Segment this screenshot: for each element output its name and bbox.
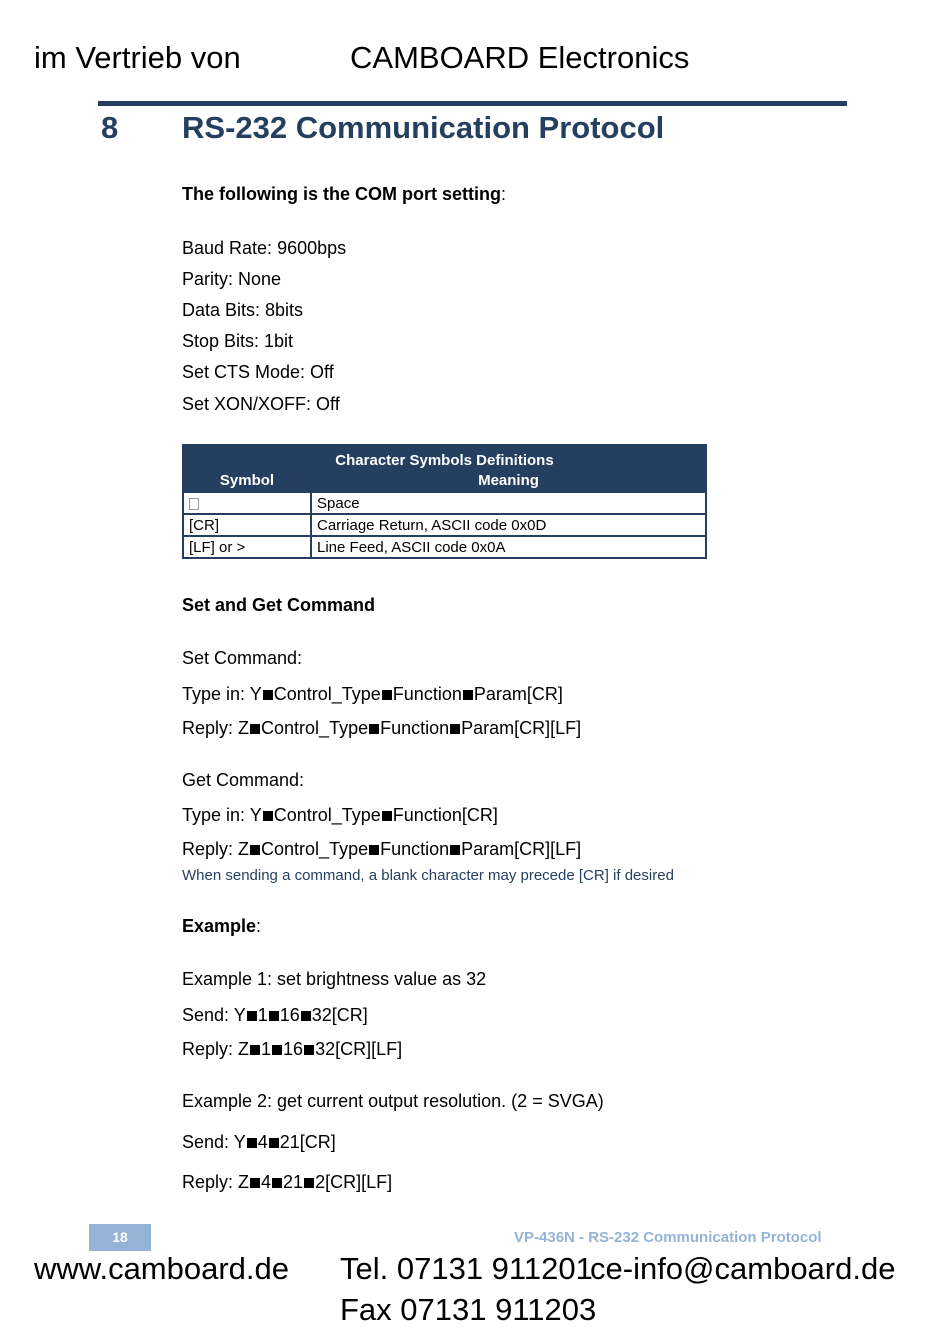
command-token: Y [249,684,262,704]
command-token: Param[CR][LF] [461,718,582,738]
space-marker-icon [247,1138,257,1148]
example2-title: Example 2: get current output resolution. (2 = SVGA) [182,1091,604,1111]
table-row [183,536,706,558]
email-link[interactable]: ce-info@camboard.de [590,1251,896,1286]
get-reply-line [182,839,581,860]
get-command-label: Get Command: [182,770,305,790]
command-token: Control_Type [273,805,381,825]
space-symbol-icon [189,498,199,510]
example1-reply [182,1039,402,1060]
symbol-cell: [CR] [183,514,311,536]
command-token: 16 [283,1039,304,1059]
space-marker-icon [250,845,260,855]
command-token: Z [238,1039,250,1059]
command-token: Y [233,1005,246,1025]
space-marker-icon [382,690,392,700]
space-marker-icon [250,724,260,734]
space-marker-icon [463,690,473,700]
section-number: 8 [101,110,119,145]
command-token: 21[CR] [279,1132,336,1152]
com-setting-xonxoff: Set XON/XOFF: Off [182,394,340,414]
setget-heading: Set and Get Command [182,595,376,615]
space-marker-icon [250,1045,260,1055]
space-marker-icon [250,1178,260,1188]
meaning-cell: Space [311,492,706,514]
command-token: 21 [283,1172,304,1192]
telephone: Tel. 07131 911201 [340,1251,593,1286]
command-prefix: Reply: [182,718,239,738]
space-marker-icon [263,811,273,821]
command-token: Z [238,718,250,738]
command-token: Function[CR] [392,805,498,825]
command-token: Function [392,684,462,704]
command-token: Param[CR][LF] [461,839,582,859]
space-marker-icon [304,1178,314,1188]
command-token: Function [380,839,450,859]
symbol-cell [183,492,311,514]
command-token: 32[CR][LF] [315,1039,403,1059]
space-marker-icon [450,724,460,734]
table-caption: Character Symbols Definitions [183,445,706,470]
set-reply-line [182,718,581,739]
example1-title: Example 1: set brightness value as 32 [182,969,487,989]
space-marker-icon [247,1011,257,1021]
space-marker-icon [269,1138,279,1148]
set-type-line [182,684,563,705]
command-token: 1 [257,1005,268,1025]
com-setting-parity: Parity: None [182,269,282,289]
symbol-definitions-table [182,444,707,559]
get-type-line [182,805,498,826]
space-marker-icon [272,1178,282,1188]
set-command-label: Set Command: [182,648,303,668]
meaning-cell: Carriage Return, ASCII code 0x0D [311,514,706,536]
command-prefix: Reply: [182,1172,239,1192]
command-token: 16 [279,1005,300,1025]
command-prefix: Reply: [182,1039,239,1059]
com-setting-baud: Baud Rate: 9600bps [182,238,347,258]
command-token: Z [238,1172,250,1192]
table-row [183,514,706,536]
space-marker-icon [263,690,273,700]
header-rule [98,101,847,106]
example2-reply [182,1172,392,1193]
command-prefix: Send: [182,1132,234,1152]
column-header-symbol: Symbol [183,470,311,492]
command-token: Control_Type [261,718,369,738]
space-marker-icon [269,1011,279,1021]
command-token: Function [380,718,450,738]
command-prefix: Type in: [182,805,250,825]
section-title: RS-232 Communication Protocol [182,110,665,145]
command-prefix: Reply: [182,839,239,859]
footer-doc-title: VP-436N - RS-232 Communication Protocol [514,1229,822,1246]
page-number: 18 [89,1224,151,1251]
distributor-name: CAMBOARD Electronics [350,40,690,75]
meaning-cell: Line Feed, ASCII code 0x0A [311,536,706,558]
command-token: 32[CR] [311,1005,368,1025]
space-marker-icon [301,1011,311,1021]
fax-number: Fax 07131 911203 [340,1292,597,1327]
command-token: Param[CR] [473,684,563,704]
command-token: Control_Type [273,684,381,704]
command-token: 2[CR][LF] [315,1172,393,1192]
blank-char-note: When sending a command, a blank character may precede [CR] if desired [182,867,674,884]
com-intro [182,184,506,205]
command-token: Y [233,1132,246,1152]
column-header-meaning: Meaning [311,470,706,492]
space-marker-icon [272,1045,282,1055]
com-intro-tail: : [500,184,506,204]
com-setting-cts: Set CTS Mode: Off [182,362,334,382]
command-token: Z [238,839,250,859]
website-link[interactable]: www.camboard.de [34,1251,290,1286]
command-prefix: Send: [182,1005,234,1025]
space-marker-icon [369,845,379,855]
example-heading: Example: [182,916,262,936]
command-token: 1 [261,1039,272,1059]
space-marker-icon [369,724,379,734]
command-token: 4 [257,1132,268,1152]
space-marker-icon [304,1045,314,1055]
table-row [183,492,706,514]
command-prefix: Type in: [182,684,250,704]
example2-send [182,1132,336,1153]
com-setting-stopbits: Stop Bits: 1bit [182,331,294,351]
com-intro-bold: The following is the COM port setting [182,184,501,204]
space-marker-icon [382,811,392,821]
com-setting-databits: Data Bits: 8bits [182,300,304,320]
command-token: Y [249,805,262,825]
space-marker-icon [450,845,460,855]
distributor-label: im Vertrieb von [34,40,241,75]
command-token: Control_Type [261,839,369,859]
command-token: 4 [261,1172,272,1192]
symbol-cell: [LF] or > [183,536,311,558]
example1-send [182,1005,368,1026]
